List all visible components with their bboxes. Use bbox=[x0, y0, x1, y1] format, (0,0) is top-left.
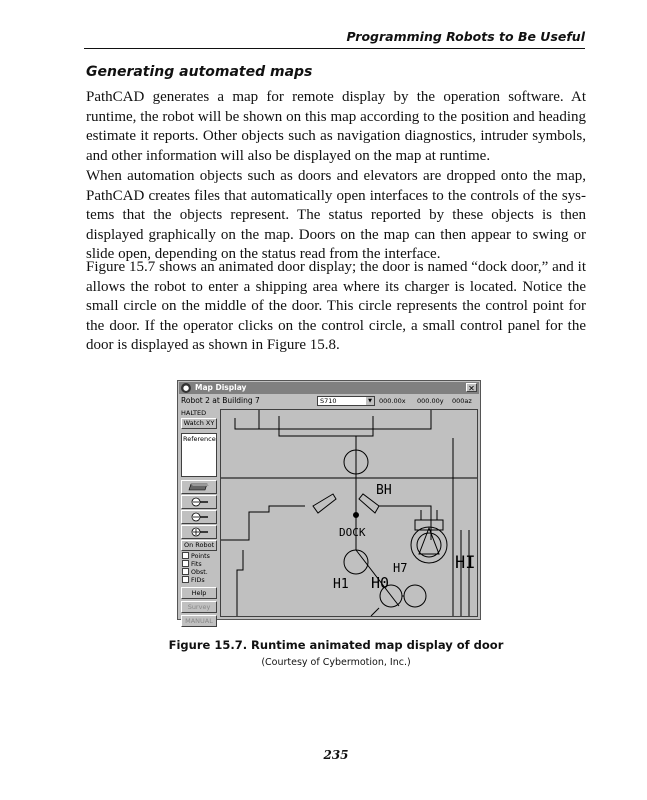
map-label-hi: HI bbox=[455, 553, 476, 573]
checkbox-box[interactable] bbox=[182, 576, 189, 583]
zoom-out-tool-icon[interactable] bbox=[181, 495, 217, 509]
title-bar[interactable] bbox=[179, 382, 479, 394]
figure-caption: Figure 15.7. Runtime animated map display of door bbox=[168, 638, 504, 652]
checkbox-fids[interactable] bbox=[182, 576, 205, 584]
checkbox-obst[interactable] bbox=[182, 568, 208, 576]
map-label-h7: H7 bbox=[393, 561, 408, 575]
coord-az: 000az bbox=[452, 397, 472, 405]
wall bbox=[259, 410, 431, 429]
checkbox-fits[interactable] bbox=[182, 560, 202, 568]
on-robot-button[interactable]: On Robot bbox=[181, 540, 217, 551]
status-row bbox=[180, 395, 478, 407]
wall bbox=[221, 506, 305, 540]
wall bbox=[461, 530, 469, 616]
paragraph-3: Figure 15.7 shows an animated door display; the door is named “dock door,” and it allows the robot to enter a shipping area where its charger is located. Notice the small circle on the middle of the door. This circle represents the control point for the door. If the operator clicks on the control circle, a small control panel for the door is displayed as shown in Figure 15.8. bbox=[86, 259, 586, 353]
wall bbox=[237, 550, 243, 616]
wall bbox=[279, 416, 373, 436]
manual-button[interactable]: MANUAL bbox=[181, 615, 217, 627]
running-head: Programming Robots to Be Useful bbox=[84, 28, 585, 49]
watch-xy-button[interactable]: Watch XY bbox=[181, 418, 217, 429]
node-h1[interactable] bbox=[344, 550, 368, 574]
left-control-panel bbox=[180, 409, 218, 625]
paragraph-1: PathCAD generates a map for remote display by the operation software. At runtime, the robot will be shown on this map according to the position and heading estimate it reports. Other objects such as navigation diagnostics, intruder symbols, and other information will also be displayed on the map at runtime. bbox=[86, 89, 586, 164]
page-number: 235 bbox=[323, 748, 349, 762]
reference-label: Reference bbox=[183, 435, 216, 443]
wall bbox=[371, 608, 379, 616]
halted-status: HALTED bbox=[181, 409, 207, 417]
wall bbox=[235, 410, 259, 429]
map-label-bh: BH bbox=[376, 483, 392, 498]
map-display-window bbox=[177, 380, 481, 625]
map-drawing bbox=[221, 410, 477, 616]
layer-tool-icon[interactable] bbox=[181, 480, 217, 494]
robot-circle-outer bbox=[411, 527, 447, 563]
reference-box[interactable] bbox=[181, 433, 217, 477]
checkbox-label: Fits bbox=[191, 561, 202, 568]
help-button[interactable]: Help bbox=[181, 587, 217, 599]
coord-x: 000.00x bbox=[379, 397, 406, 405]
node-bottom-right[interactable] bbox=[404, 585, 426, 607]
checkbox-points[interactable] bbox=[182, 552, 210, 560]
checkbox-box[interactable] bbox=[182, 560, 189, 567]
checkbox-label: Obst. bbox=[191, 569, 208, 576]
survey-button[interactable]: Survey bbox=[181, 601, 217, 613]
paragraph-2: When automation objects such as doors and elevators are dropped onto the map, PathCAD creates files that automatically open interfaces to the controls of the sys-tems that the objects represent. The status reported by these objects is then displayed graphically on the map. Doors on the map can then appear to swing or slide open, depending on the status read from the interface. bbox=[86, 168, 586, 262]
checkbox-label: FIDs bbox=[191, 577, 205, 584]
map-label-dock: DOCK bbox=[339, 526, 366, 539]
location-select[interactable] bbox=[317, 396, 375, 406]
chevron-down-icon[interactable]: ▼ bbox=[366, 397, 374, 405]
map-canvas[interactable] bbox=[220, 409, 478, 617]
close-button[interactable]: ✕ bbox=[466, 383, 477, 392]
door-leaf-left bbox=[313, 494, 336, 513]
zoom-out-alt-tool-icon[interactable] bbox=[181, 510, 217, 524]
checkbox-box[interactable] bbox=[182, 552, 189, 559]
figure-credit: (Courtesy of Cybermotion, Inc.) bbox=[261, 657, 411, 668]
robot-circle-inner bbox=[417, 533, 441, 557]
app-icon: ● bbox=[182, 384, 190, 392]
zoom-in-tool-icon[interactable] bbox=[181, 525, 217, 539]
checkbox-box[interactable] bbox=[182, 568, 189, 575]
charger-leg bbox=[421, 510, 437, 520]
door-control-point[interactable] bbox=[354, 513, 359, 518]
checkbox-label: Points bbox=[191, 553, 210, 560]
section-heading: Generating automated maps bbox=[86, 64, 313, 80]
map-label-h0: H0 bbox=[371, 574, 390, 592]
robot-status: Robot 2 at Building 7 bbox=[181, 396, 260, 405]
location-select-value: S710 bbox=[320, 397, 337, 405]
map-label-h1: H1 bbox=[333, 577, 349, 592]
window-title: Map Display bbox=[195, 383, 247, 392]
coord-y: 000.00y bbox=[417, 397, 444, 405]
robot-heading-triangle bbox=[419, 528, 439, 554]
